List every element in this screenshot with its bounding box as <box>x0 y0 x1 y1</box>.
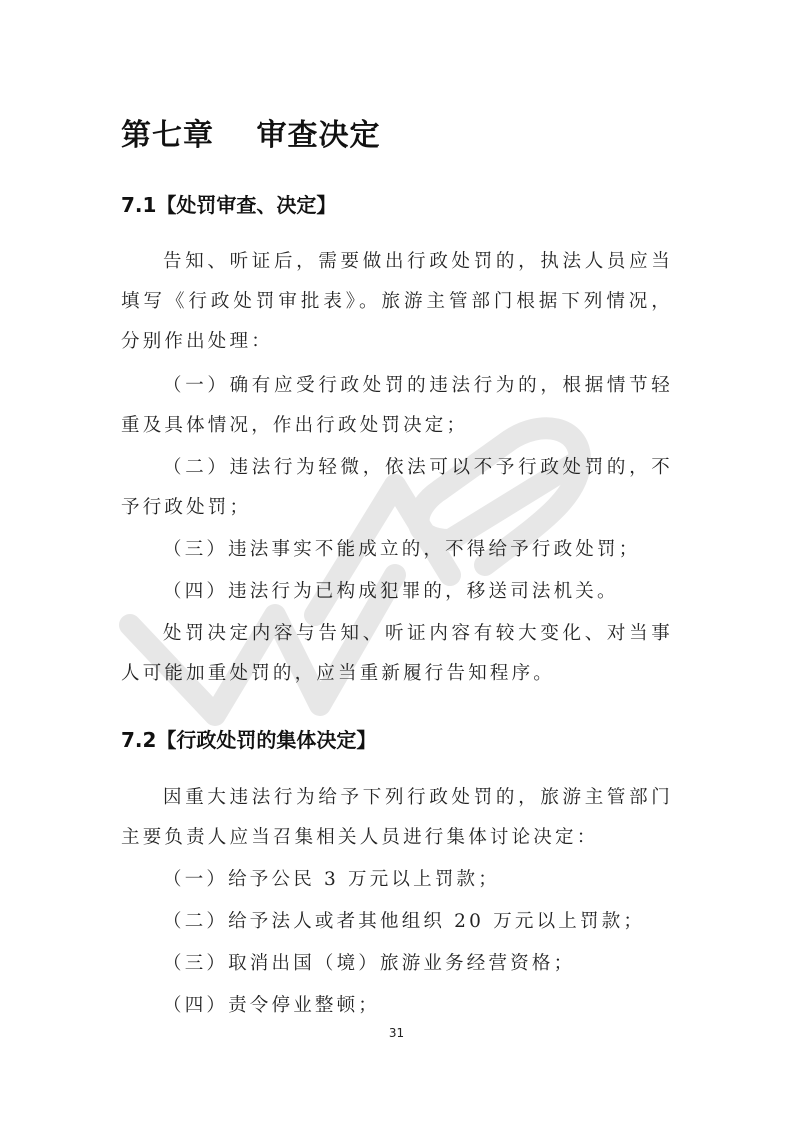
chapter-title: 第七章 审查决定 <box>121 118 381 153</box>
section-heading-7-1: 7.1【处罚审查、决定】 <box>121 193 337 217</box>
paragraph: 因重大违法行为给予下列行政处罚的，旅游主管部门主要负责人应当召集相关人员进行集体讨论决定： <box>121 787 673 848</box>
section-heading-7-2: 7.2【行政处罚的集体决定】 <box>121 728 377 752</box>
list-item: （二）违法行为轻微，依法可以不予行政处罚的，不予行政处罚； <box>121 457 673 518</box>
list-item: （四）违法行为已构成犯罪的，移送司法机关。 <box>163 581 619 602</box>
list-item: （三）取消出国（境）旅游业务经营资格； <box>163 953 576 974</box>
paragraph: 处罚决定内容与告知、听证内容有较大变化、对当事人可能加重处罚的，应当重新履行告知程序。 <box>121 623 673 684</box>
list-item: （三）违法事实不能成立的，不得给予行政处罚； <box>163 539 641 560</box>
paragraph: 告知、听证后，需要做出行政处罚的，执法人员应当填写《行政处罚审批表》。旅游主管部门根据下列情况，分别作出处理： <box>121 251 673 352</box>
list-item: （四）责令停业整顿； <box>163 995 381 1016</box>
list-item: （二）给予法人或者其他组织 20 万元以上罚款； <box>163 911 646 932</box>
list-item: （一）确有应受行政处罚的违法行为的，根据情节轻重及具体情况，作出行政处罚决定； <box>121 375 673 436</box>
page-number: 31 <box>388 1026 405 1040</box>
list-item: （一）给予公民 3 万元以上罚款； <box>163 869 500 890</box>
